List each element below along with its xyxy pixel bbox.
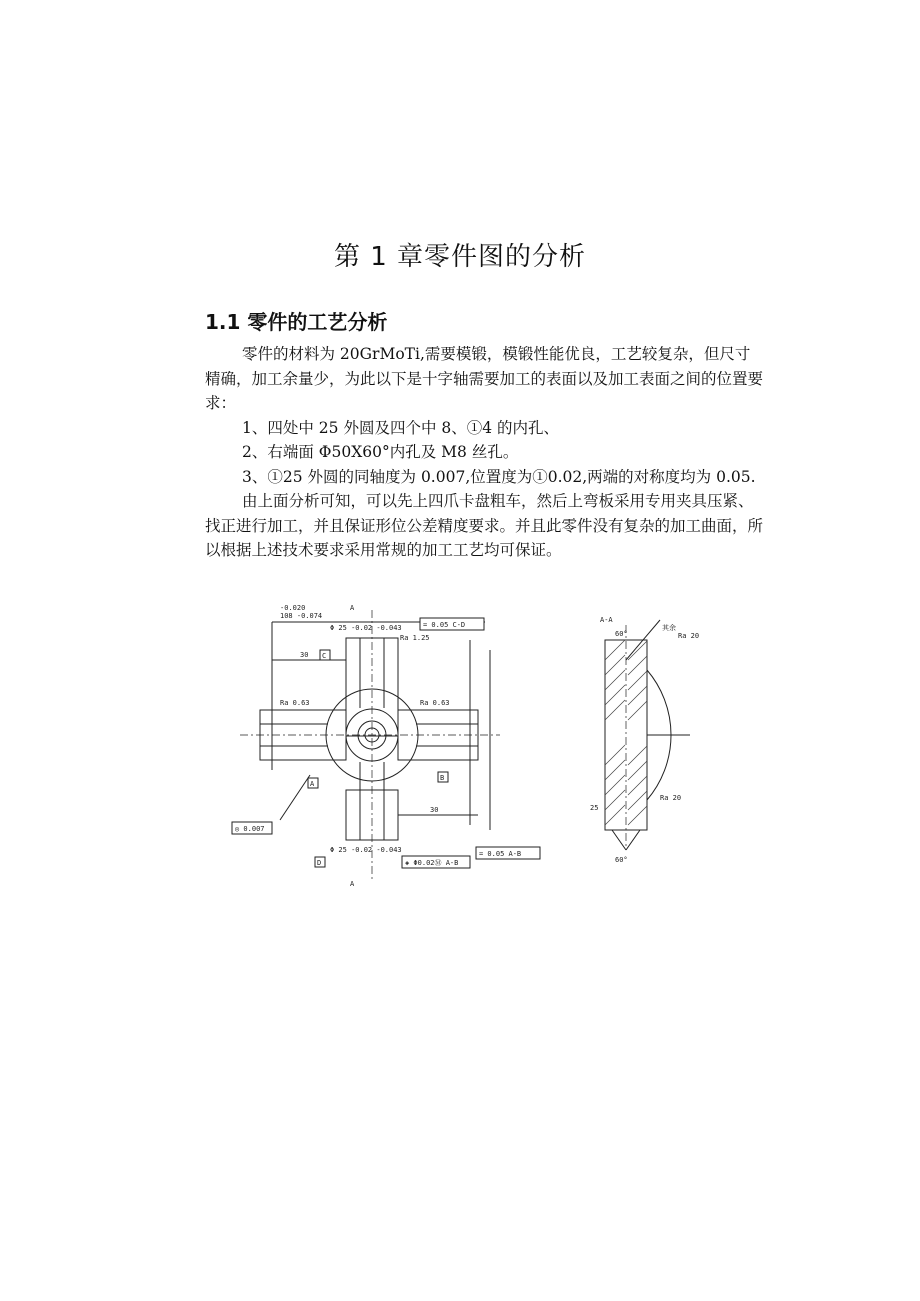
section-a-label: A xyxy=(350,880,355,888)
dim-30: 30 xyxy=(430,806,439,814)
phi25-label: Φ 25 -0.02 -0.043 xyxy=(330,624,402,632)
body-text xyxy=(205,342,765,563)
list-item: 3、①25 外圆的同轴度为 0.007,位置度为①0.02,两端的对称度均为 0.05. xyxy=(242,467,756,486)
paragraph-conclusion: 由上面分析可知，可以先上四爪卡盘粗车，然后上弯板采用专用夹具压紧、找正进行加工，并且保证形位公差精度要求。并且此零件没有复杂的加工曲面，所以根据上述技术要求采用常规的加工工艺均可保证。 xyxy=(205,492,764,559)
roughness-label: Ra 1.25 xyxy=(400,634,430,642)
tolerance-coaxial: ◎ 0.007 xyxy=(235,825,265,833)
dim-top2: 108 -0.074 xyxy=(280,612,323,620)
dim-top1: -0.020 xyxy=(280,604,306,612)
phi25-label: Φ 25 -0.02 -0.043 xyxy=(330,846,402,854)
roughness-label: Ra 20 xyxy=(678,632,700,640)
roughness-label: Ra 0.63 xyxy=(280,699,310,707)
paragraph-intro: 零件的材料为 20GrMoTi,需要模锻，模锻性能优良，工艺较复杂，但尺寸精确，加工余量少，为此以下是十字轴需要加工的表面以及加工表面之间的位置要求： xyxy=(205,345,764,412)
datum-a: A xyxy=(310,780,315,788)
view-aa-label: A-A xyxy=(600,616,613,624)
datum-d: D xyxy=(317,859,322,867)
roughness-label: Ra 20 xyxy=(660,794,682,802)
datum-b: B xyxy=(440,774,445,782)
dim-30: 30 xyxy=(300,651,309,659)
list-item: 1、四处中 25 外圆及四个中 8、①4 的内孔、 xyxy=(242,418,560,437)
tolerance-position: ◈ Φ0.02Ⓜ A-B xyxy=(405,859,459,867)
cross-shaft-drawing xyxy=(220,600,720,890)
datum-c: C xyxy=(322,652,327,660)
list-item: 2、右端面 Φ50X60°内孔及 M8 丝孔。 xyxy=(242,443,519,461)
section-a-label: A xyxy=(350,604,355,612)
angle-label: 60° xyxy=(615,630,628,638)
roughness-label: Ra 0.63 xyxy=(420,699,450,707)
section-title: 1.1 零件的工艺分析 xyxy=(205,310,388,334)
angle-label: 60° xyxy=(615,856,628,864)
rest-label: 其余 xyxy=(662,624,676,632)
dim-25: 25 xyxy=(590,804,599,812)
tolerance-cd: = 0.05 C-D xyxy=(423,621,466,629)
tolerance-ab: = 0.05 A-B xyxy=(479,850,522,858)
chapter-title: 第 1 章零件图的分析 xyxy=(333,242,587,272)
